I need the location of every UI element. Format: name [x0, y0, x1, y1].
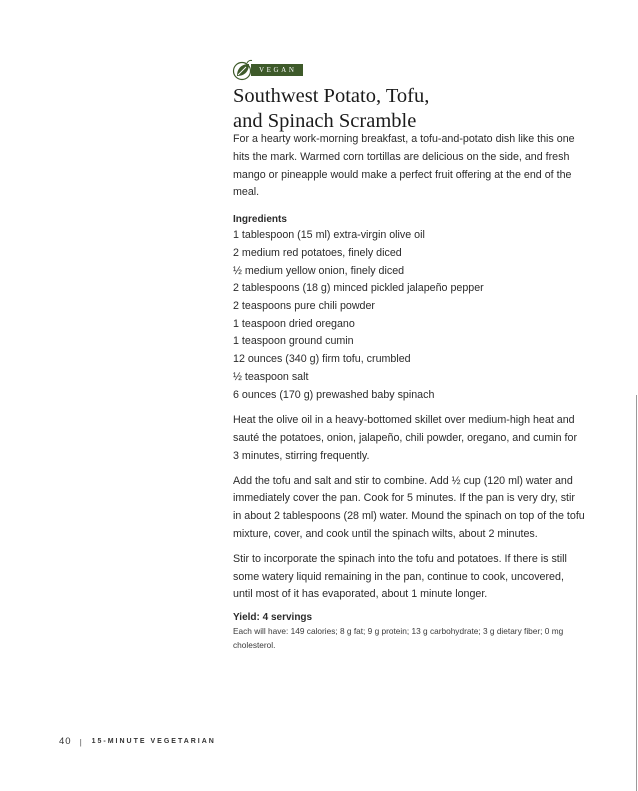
footer-separator: | [79, 736, 84, 747]
ingredient-item: 2 tablespoons (18 g) minced pickled jalapeño pepper [233, 282, 484, 295]
ingredient-item: 1 tablespoon (15 ml) extra-virgin olive oil [233, 229, 425, 242]
instruction-step: Stir to incorporate the spinach into the tofu and potatoes. If there is still some watery liquid remaining in the pan, continue to cook, uncovered, until most of it has evaporated, about 1 minute longer. [233, 552, 567, 601]
ingredient-item: 6 ounces (170 g) prewashed baby spinach [233, 388, 435, 401]
ingredient-item: 1 teaspoon ground cumin [233, 335, 354, 348]
page-footer [59, 736, 216, 747]
recipe-title-line-1: Southwest Potato, Tofu, [233, 85, 430, 107]
ingredient-item: ½ medium yellow onion, finely diced [233, 264, 405, 277]
ingredient-item: 1 teaspoon dried oregano [233, 317, 355, 330]
page-edge [636, 395, 637, 791]
nutrition-info: Each will have: 149 calories; 8 g fat; 9 g protein; 13 g carbohydrate; 3 g dietary fiber; 0 mg cholesterol. [233, 626, 564, 650]
page-number: 40 [59, 736, 72, 747]
instruction-step: Heat the olive oil in a heavy-bottomed skillet over medium-high heat and sauté the potatoes, onion, jalapeño, chili powder, oregano, and cumin for 3 minutes, stirring frequently. [233, 414, 578, 462]
recipe-title-line-2: and Spinach Scramble [233, 110, 417, 132]
book-title: 15-MINUTE VEGETARIAN [91, 738, 216, 745]
vegan-label: VEGAN [251, 64, 303, 76]
vegan-badge [232, 60, 303, 80]
recipe-title [233, 84, 593, 134]
ingredient-item: 12 ounces (340 g) firm tofu, crumbled [233, 353, 411, 366]
ingredient-item: ½ teaspoon salt [233, 370, 309, 383]
recipe-body [233, 131, 585, 652]
ingredients-heading: Ingredients [233, 214, 287, 226]
ingredient-item: 2 teaspoons pure chili powder [233, 300, 375, 312]
yield-heading: Yield: 4 servings [233, 612, 313, 624]
recipe-intro: For a hearty work-morning breakfast, a tofu-and-potato dish like this one hits the mark. Warmed corn tortillas are delicious on the side, and fresh mango or pineapple would make a perfect fruit offering at the end of the meal. [233, 133, 575, 199]
ingredient-list [233, 227, 585, 404]
instruction-step: Add the tofu and salt and stir to combine. Add ½ cup (120 ml) water and immediately cover the pan. Cook for 5 minutes. If the pan is very dry, stir in about 2 tablespoons (28 ml) water. Mound the spinach on top of the tofu mixture, cover, and cook until the spinach wilts, about 2 minutes. [233, 474, 585, 540]
ingredient-item: 2 medium red potatoes, finely diced [233, 246, 402, 259]
